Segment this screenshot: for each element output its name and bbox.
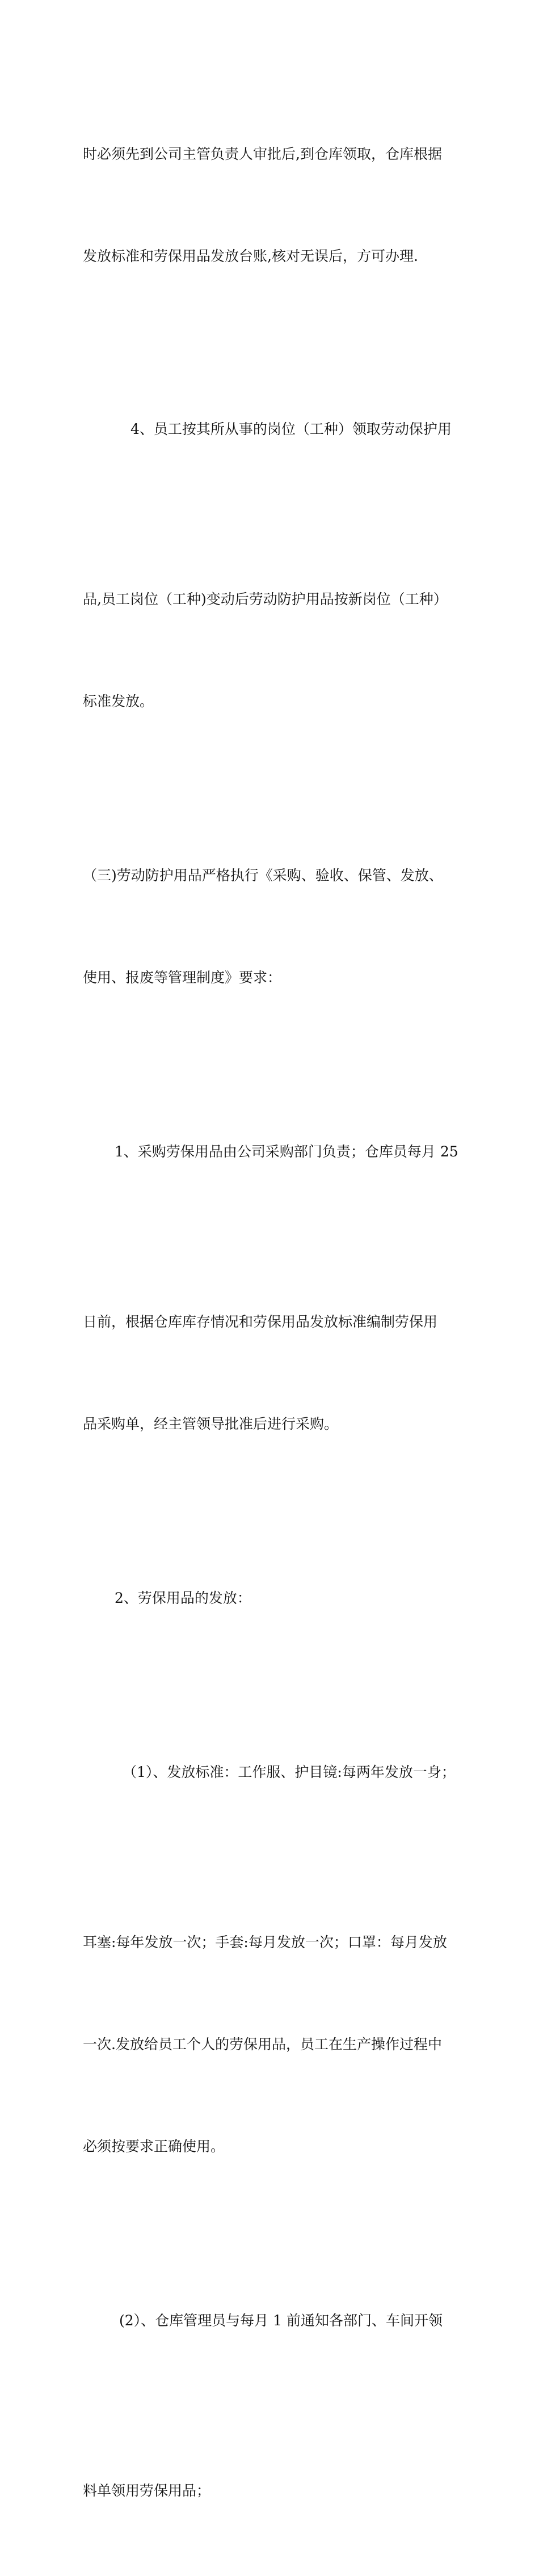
paragraph-standard-cont bbox=[83, 1857, 460, 2232]
text-line: 耳塞:每年发放一次；手套:每月发放一次；口罩：每月发放 bbox=[83, 1934, 447, 1950]
text-line: （三)劳动防护用品严格执行《采购、验收、保管、发放、 bbox=[83, 867, 443, 884]
text-line: 发放标准和劳保用品发放台账,核对无误后，方可办理. bbox=[83, 248, 418, 264]
text-line: 日前，根据仓库库存情况和劳保用品发放标准编制劳保用 bbox=[83, 1314, 438, 1330]
paragraph-distribution-heading bbox=[83, 1513, 460, 1683]
text-line: 4、员工按其所从事的岗位（工种）领取劳动保护用 bbox=[130, 421, 452, 437]
paragraph-notice-first bbox=[83, 2236, 460, 2406]
text-line: 时必须先到公司主管负责人审批后,到仓库领取，仓库根据 bbox=[83, 146, 442, 162]
text-line: 料单领用劳保用品； bbox=[83, 2482, 211, 2499]
paragraph-purchase-cont bbox=[83, 1237, 460, 1509]
text-line: 使用、报废等管理制度》要求： bbox=[83, 969, 282, 986]
paragraph-standard-first bbox=[83, 1687, 460, 1857]
document-body bbox=[83, 69, 460, 2576]
text-line: 一次.发放给员工个人的劳保用品，员工在生产操作过程中 bbox=[83, 2036, 442, 2053]
paragraph-purchase-first bbox=[83, 1067, 460, 1237]
paragraph-section-3 bbox=[83, 791, 460, 1063]
text-line: 品,员工岗位（工种)变动后劳动防护用品按新岗位（工种） bbox=[83, 591, 448, 607]
paragraph-approval-continuation bbox=[83, 69, 460, 341]
paragraph-notice-cont bbox=[83, 2406, 460, 2576]
text-line: 1、采购劳保用品由公司采购部门负责；仓库员每月 25 bbox=[115, 1143, 458, 1160]
paragraph-item-4 bbox=[83, 344, 460, 514]
text-line: （1）、发放标准：工作服、护目镜:每两年发放一身； bbox=[123, 1764, 456, 1780]
text-line: 必须按要求正确使用。 bbox=[83, 2138, 225, 2155]
paragraph-item-4-cont bbox=[83, 514, 460, 787]
text-line: (2）、仓库管理员与每月 1 前通知各部门、车间开领 bbox=[119, 2312, 443, 2329]
text-line: 品采购单，经主管领导批准后进行采购。 bbox=[83, 1416, 339, 1432]
text-line: 标准发放。 bbox=[83, 693, 154, 710]
text-line: 2、劳保用品的发放： bbox=[115, 1590, 251, 1606]
